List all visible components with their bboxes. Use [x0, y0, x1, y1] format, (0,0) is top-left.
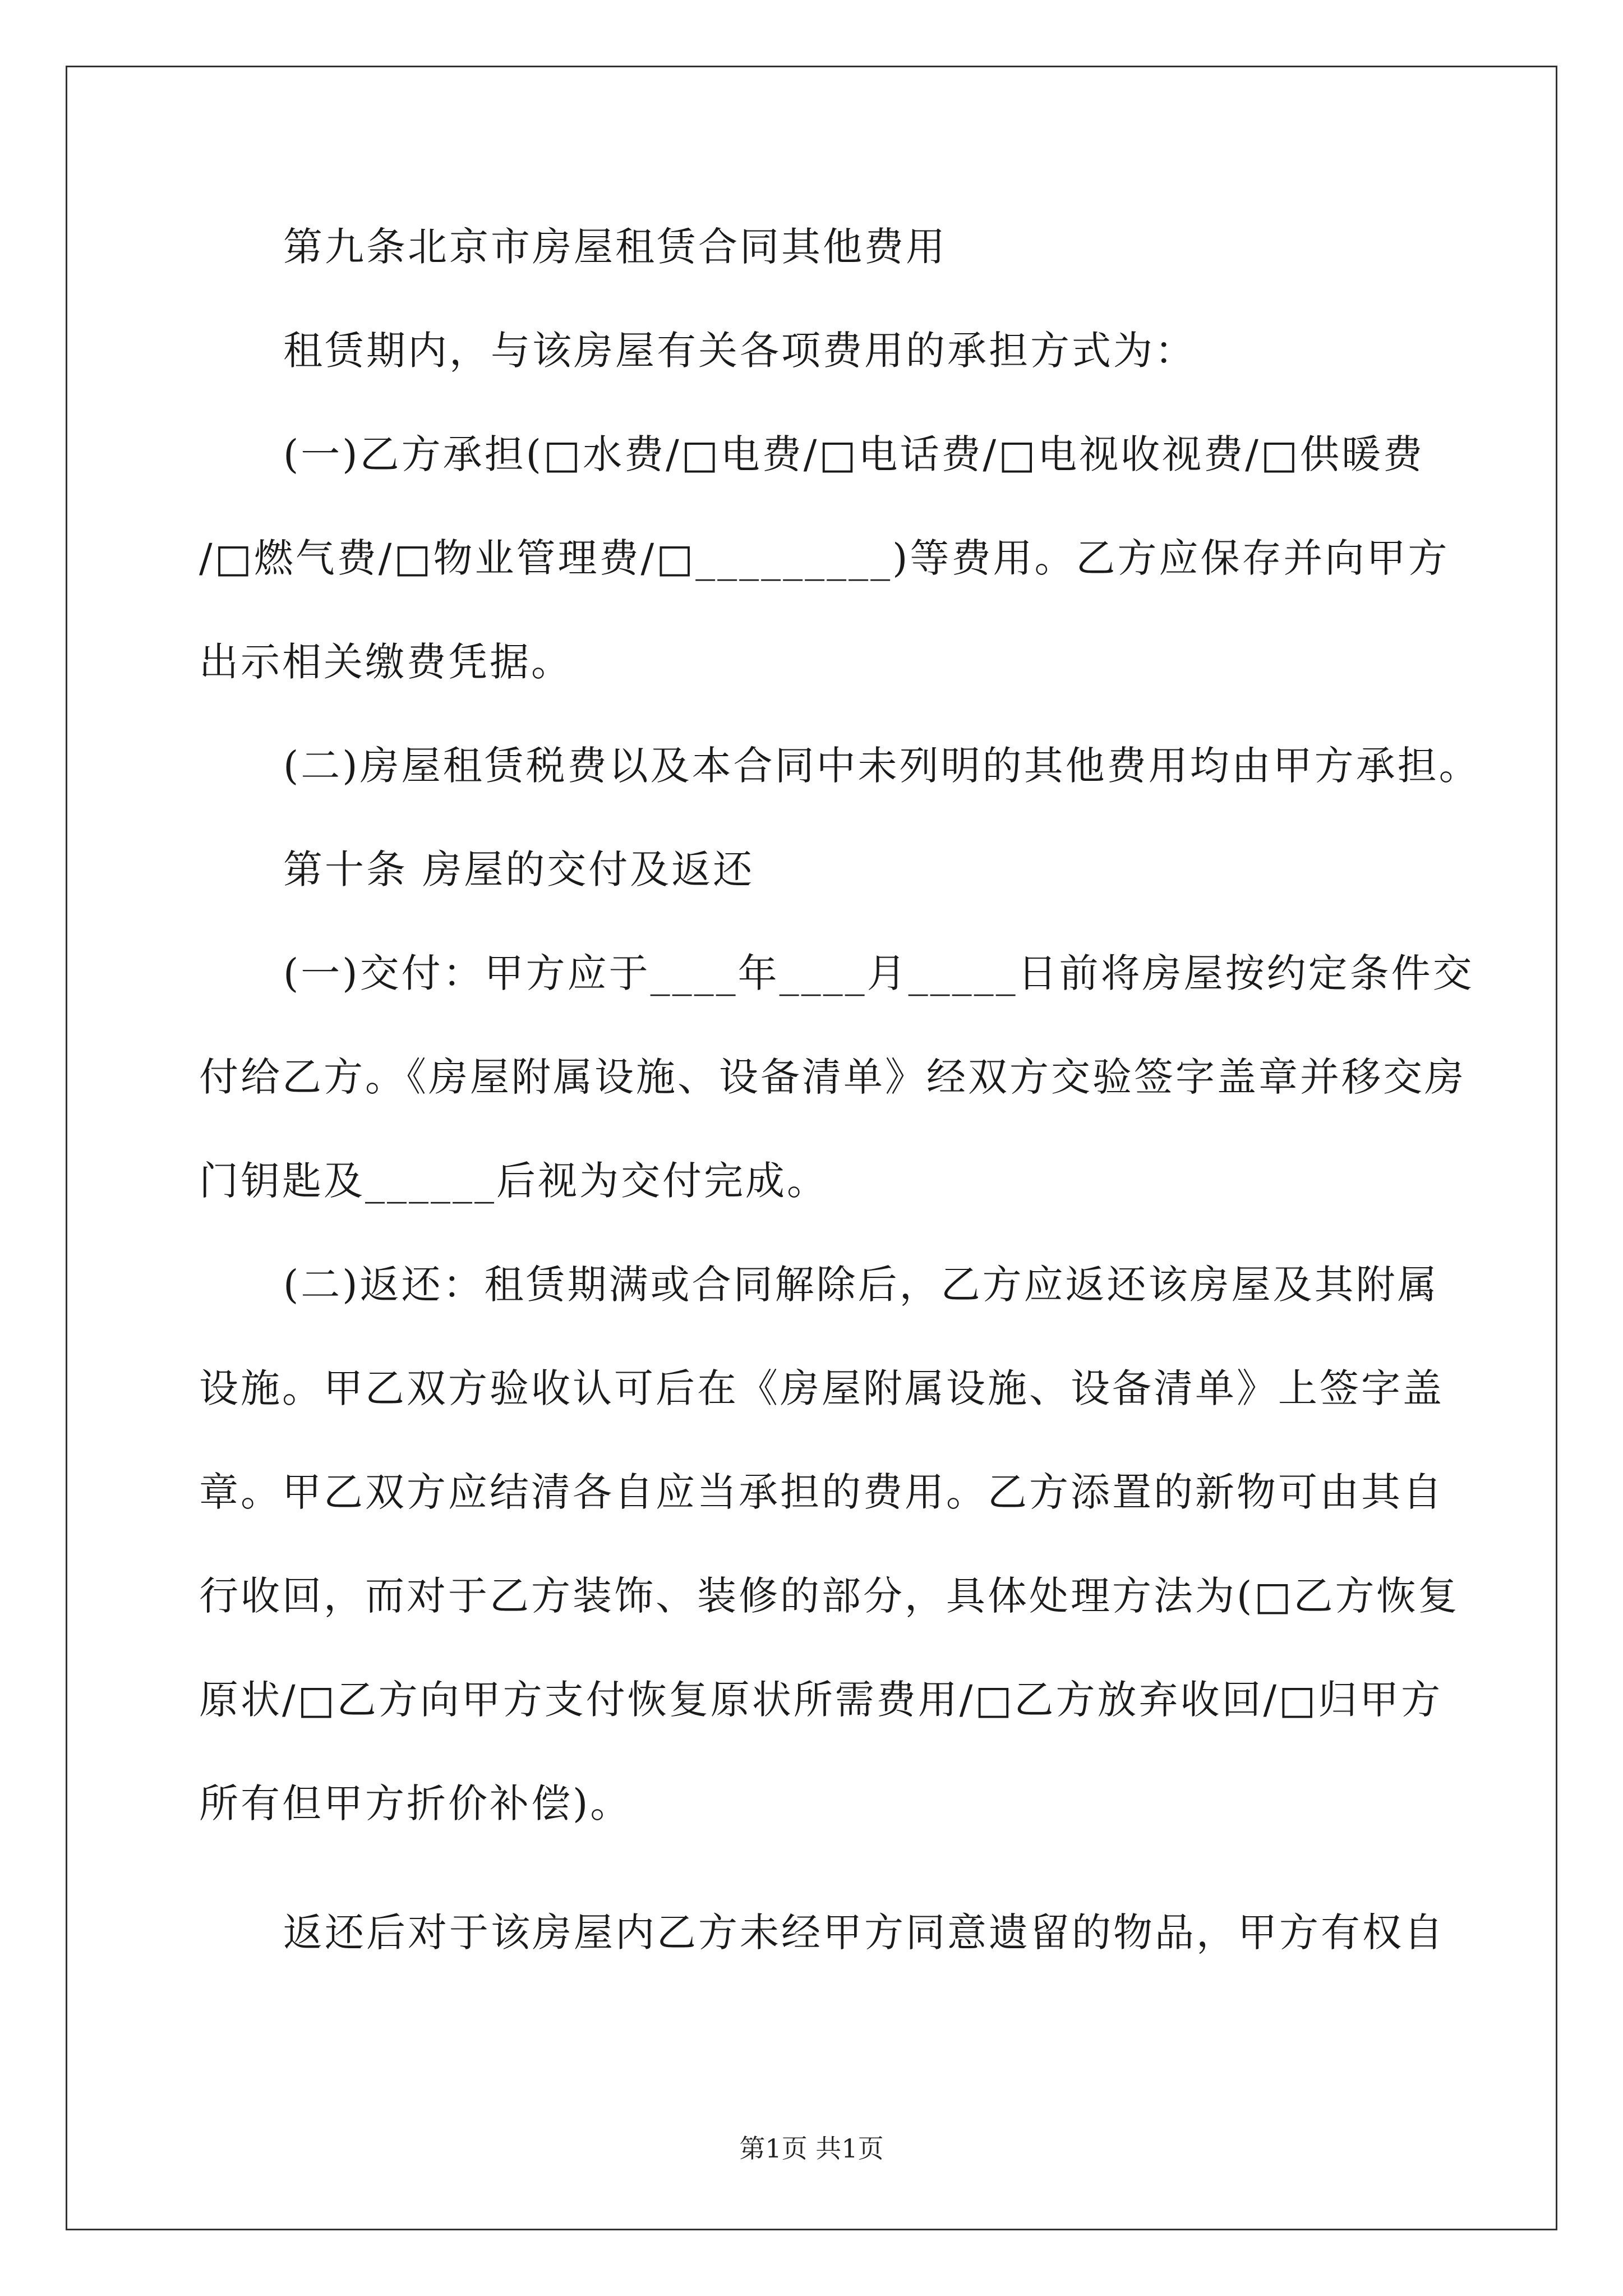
paragraph-line: (一)交付：甲方应于____年____月_____日前将房屋按约定条件交	[283, 950, 1474, 996]
paragraph-line: 门钥匙及______后视为交付完成。	[199, 1158, 828, 1204]
article-10-heading: 第十条 房屋的交付及返还	[283, 846, 755, 892]
paragraph-line: 付给乙方。《房屋附属设施、设备清单》经双方交验签字盖章并移交房	[199, 1054, 1466, 1100]
paragraph-line: 章。甲乙双方应结清各自应当承担的费用。乙方添置的新物可由其自	[199, 1469, 1444, 1515]
paragraph-line: 所有但甲方折价补偿)。	[199, 1780, 632, 1826]
page-footer: 第1页 共1页	[739, 2133, 884, 2164]
paragraph-line: /□燃气费/□物业管理费/□_________)等费用。乙方应保存并向甲方	[199, 535, 1450, 581]
article-9-heading: 第九条北京市房屋租赁合同其他费用	[283, 224, 947, 270]
paragraph-line: 行收回，而对于乙方装饰、装修的部分，具体处理方法为(□乙方恢复	[199, 1573, 1460, 1619]
paragraph-line: 返还后对于该房屋内乙方未经甲方同意遗留的物品，甲方有权自	[283, 1910, 1445, 1955]
paragraph-line: (二)房屋租赁税费以及本合同中未列明的其他费用均由甲方承担。	[283, 743, 1481, 789]
paragraph-line: 租赁期内，与该房屋有关各项费用的承担方式为：	[283, 328, 1196, 374]
paragraph-line: (一)乙方承担(□水费/□电费/□电话费/□电视收视费/□供暖费	[283, 431, 1424, 477]
paragraph-line: 原状/□乙方向甲方支付恢复原状所需费用/□乙方放弃收回/□归甲方	[199, 1677, 1443, 1723]
paragraph-line: 设施。甲乙双方验收认可后在《房屋附属设施、设备清单》上签字盖	[199, 1365, 1444, 1411]
paragraph-line: (二)返还：租赁期满或合同解除后，乙方应返还该房屋及其附属	[283, 1262, 1439, 1308]
paragraph-line: 出示相关缴费凭据。	[199, 639, 573, 685]
